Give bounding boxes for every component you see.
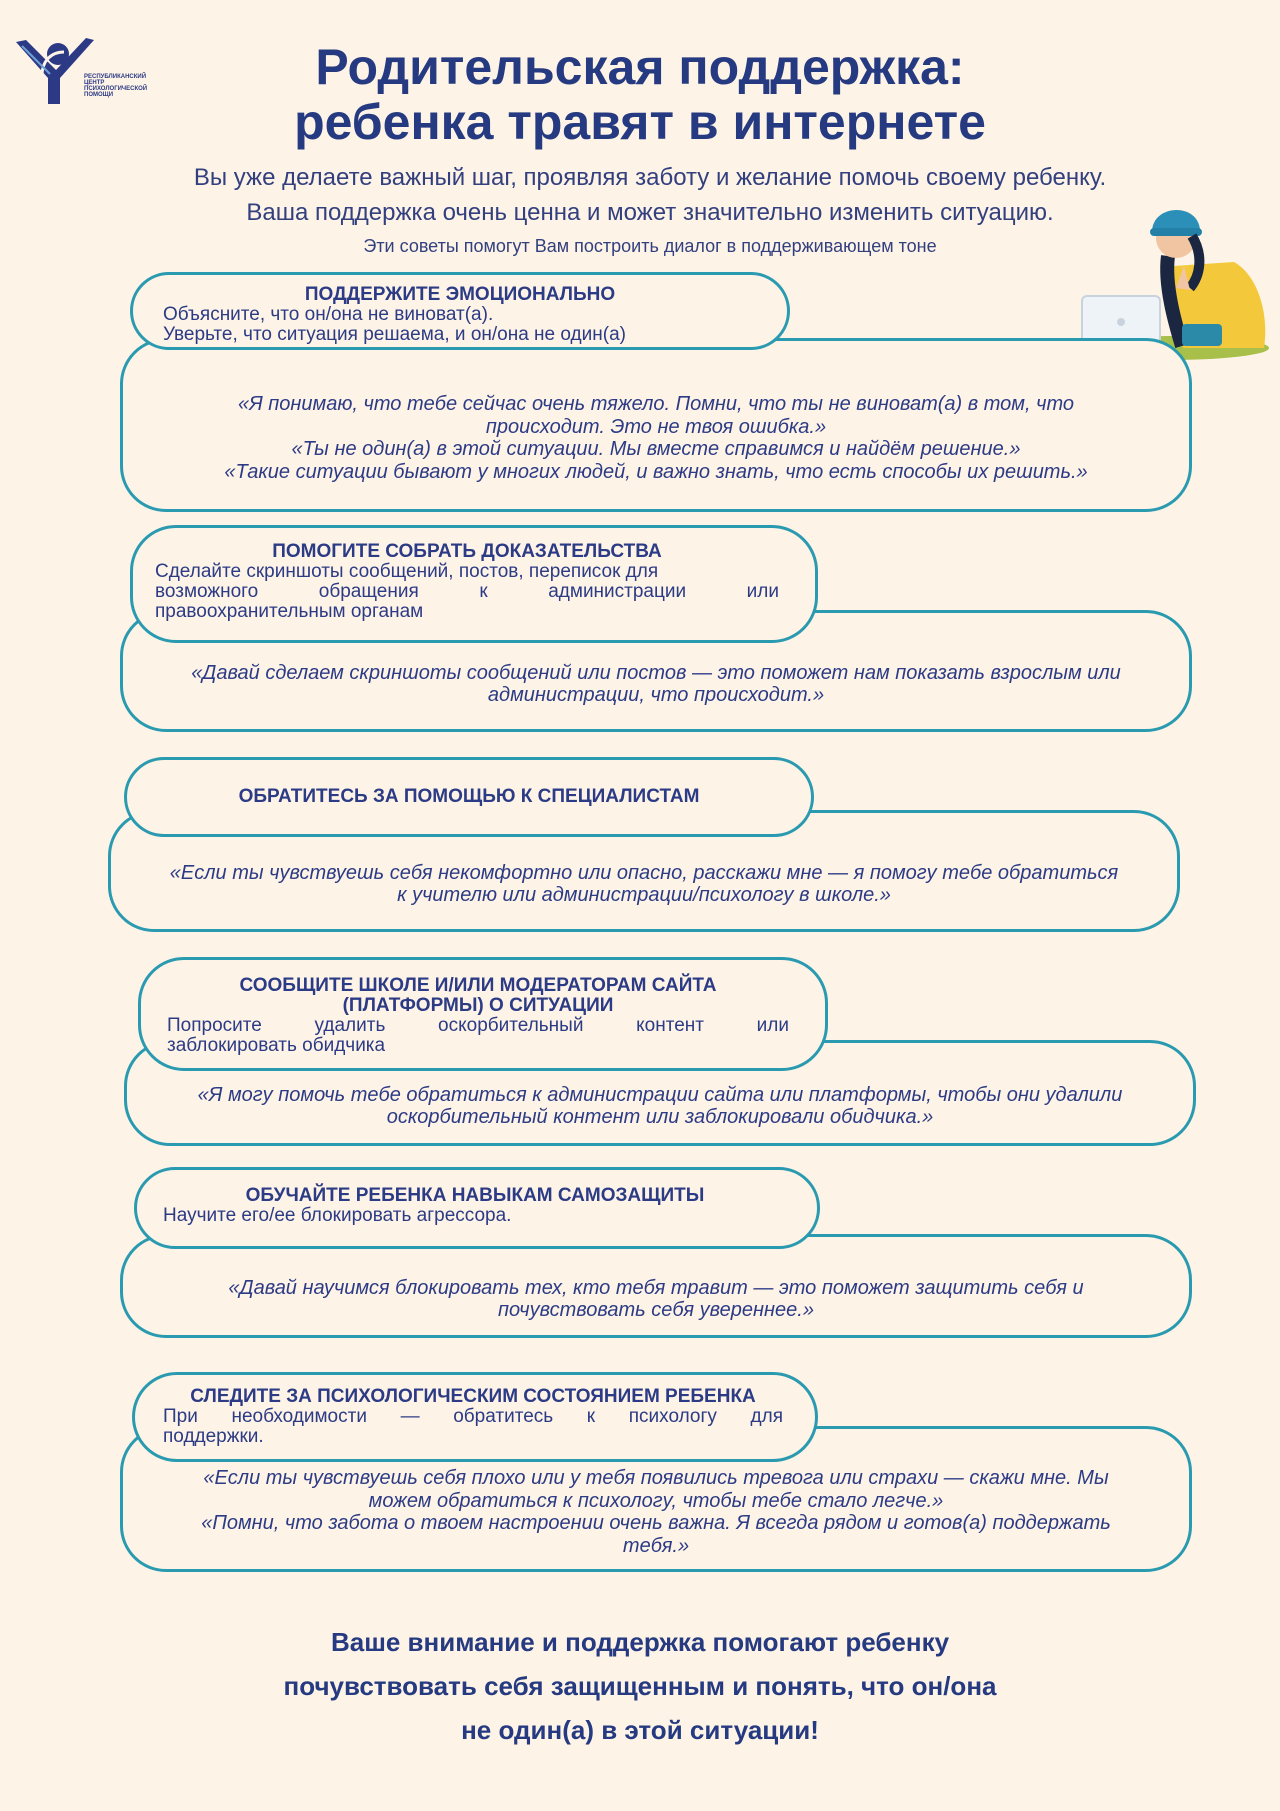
section-4-heading: СООБЩИТЕ ШКОЛЕ И/ИЛИ МОДЕРАТОРАМ САЙТА (ПЛАТФОРМЫ) О СИТУАЦИИ	[239, 975, 717, 1016]
section-5-text: Научите его/ее блокировать агрессора.	[163, 1205, 512, 1226]
organization-name: РЕСПУБЛИКАНСКИЙ ЦЕНТР ПСИХОЛОГИЧЕСКОЙ ПОМОЩИ	[84, 74, 148, 98]
section-4-quote: «Я могу помочь тебе обратиться к администрации сайта или платформы, чтобы они удалили оскорбительный контент или заблокировали обидчика.»	[124, 1040, 1196, 1146]
section-4-text: Попросите удалить оскорбительный контент или заблокировать обидчика	[167, 1015, 789, 1056]
section-3-heading: ОБРАТИТЕСЬ ЗА ПОМОЩЬЮ К СПЕЦИАЛИСТАМ	[238, 786, 700, 807]
intro-text: Вы уже делаете важный шаг, проявляя заботу и желание помочь своему ребенку. Ваша поддержка очень ценна и может значительно изменить ситуацию.	[193, 164, 1107, 226]
closing-message: Ваше внимание и поддержка помогают ребенку почувствовать себя защищенным и понять, что он/она не один(а) в этой ситуации!	[283, 1627, 997, 1745]
section-1-quote: «Я понимаю, что тебе сейчас очень тяжело. Помни, что ты не виноват(а) в том, что происходит. Это не твоя ошибка.» «Ты не один(а) в этой ситуации. Мы вместе справимся и найдём решение.» «Такие ситуации бывают у многих людей, и важно знать, что есть способы их решить.»	[120, 338, 1192, 512]
section-4-header	[138, 957, 828, 1071]
section-2-heading: ПОМОГИТЕ СОБРАТЬ ДОКАЗАТЕЛЬСТВА	[272, 541, 662, 562]
section-2-quote: «Давай сделаем скриншоты сообщений или постов — это поможет нам показать взрослым или администрации, что происходит.»	[120, 610, 1192, 732]
section-5-quote: «Давай научимся блокировать тех, кто тебя травит — это поможет защитить себя и почувствовать себя увереннее.»	[120, 1234, 1192, 1338]
section-6-quote: «Если ты чувствуешь себя плохо или у тебя появились тревога или страхи — скажи мне. Мы можем обратиться к психологу, чтобы тебе стало легче.» «Помни, что забота о твоем настроении очень важна. Я всегда рядом и готов(а) поддержать тебя.»	[120, 1426, 1192, 1572]
section-6-heading: СЛЕДИТЕ ЗА ПСИХОЛОГИЧЕСКИМ СОСТОЯНИЕМ РЕБЕНКА	[190, 1386, 756, 1407]
organization-logo	[12, 30, 172, 110]
section-5-header	[134, 1167, 820, 1249]
section-3-header	[124, 757, 814, 837]
advice-note: Эти советы помогут Вам построить диалог в поддерживающем тоне	[363, 236, 937, 256]
section-2-header	[130, 525, 818, 643]
section-5-heading: ОБУЧАЙТЕ РЕБЕНКА НАВЫКАМ САМОЗАЩИТЫ	[245, 1185, 705, 1206]
section-1-header	[130, 272, 790, 350]
section-2-text: Сделайте скриншоты сообщений, постов, переписок для возможного обращения к администрации или правоохранительным органам	[155, 561, 779, 622]
page-title: Родительская поддержка: ребенка травят в интернете	[294, 39, 986, 150]
section-1-heading: ПОДДЕРЖИТЕ ЭМОЦИОНАЛЬНО	[304, 284, 616, 305]
section-6-header	[132, 1372, 818, 1462]
section-1-text: Объясните, что он/она не виноват(а). Уверьте, что ситуация решаема, и он/она не один(а)	[163, 304, 626, 345]
section-6-text: При необходимости — обратитесь к психологу для поддержки.	[163, 1406, 783, 1447]
section-3-quote: «Если ты чувствуешь себя некомфортно или опасно, расскажи мне — я помогу тебе обратиться к учителю или администрации/психологу в школе.»	[108, 810, 1180, 932]
